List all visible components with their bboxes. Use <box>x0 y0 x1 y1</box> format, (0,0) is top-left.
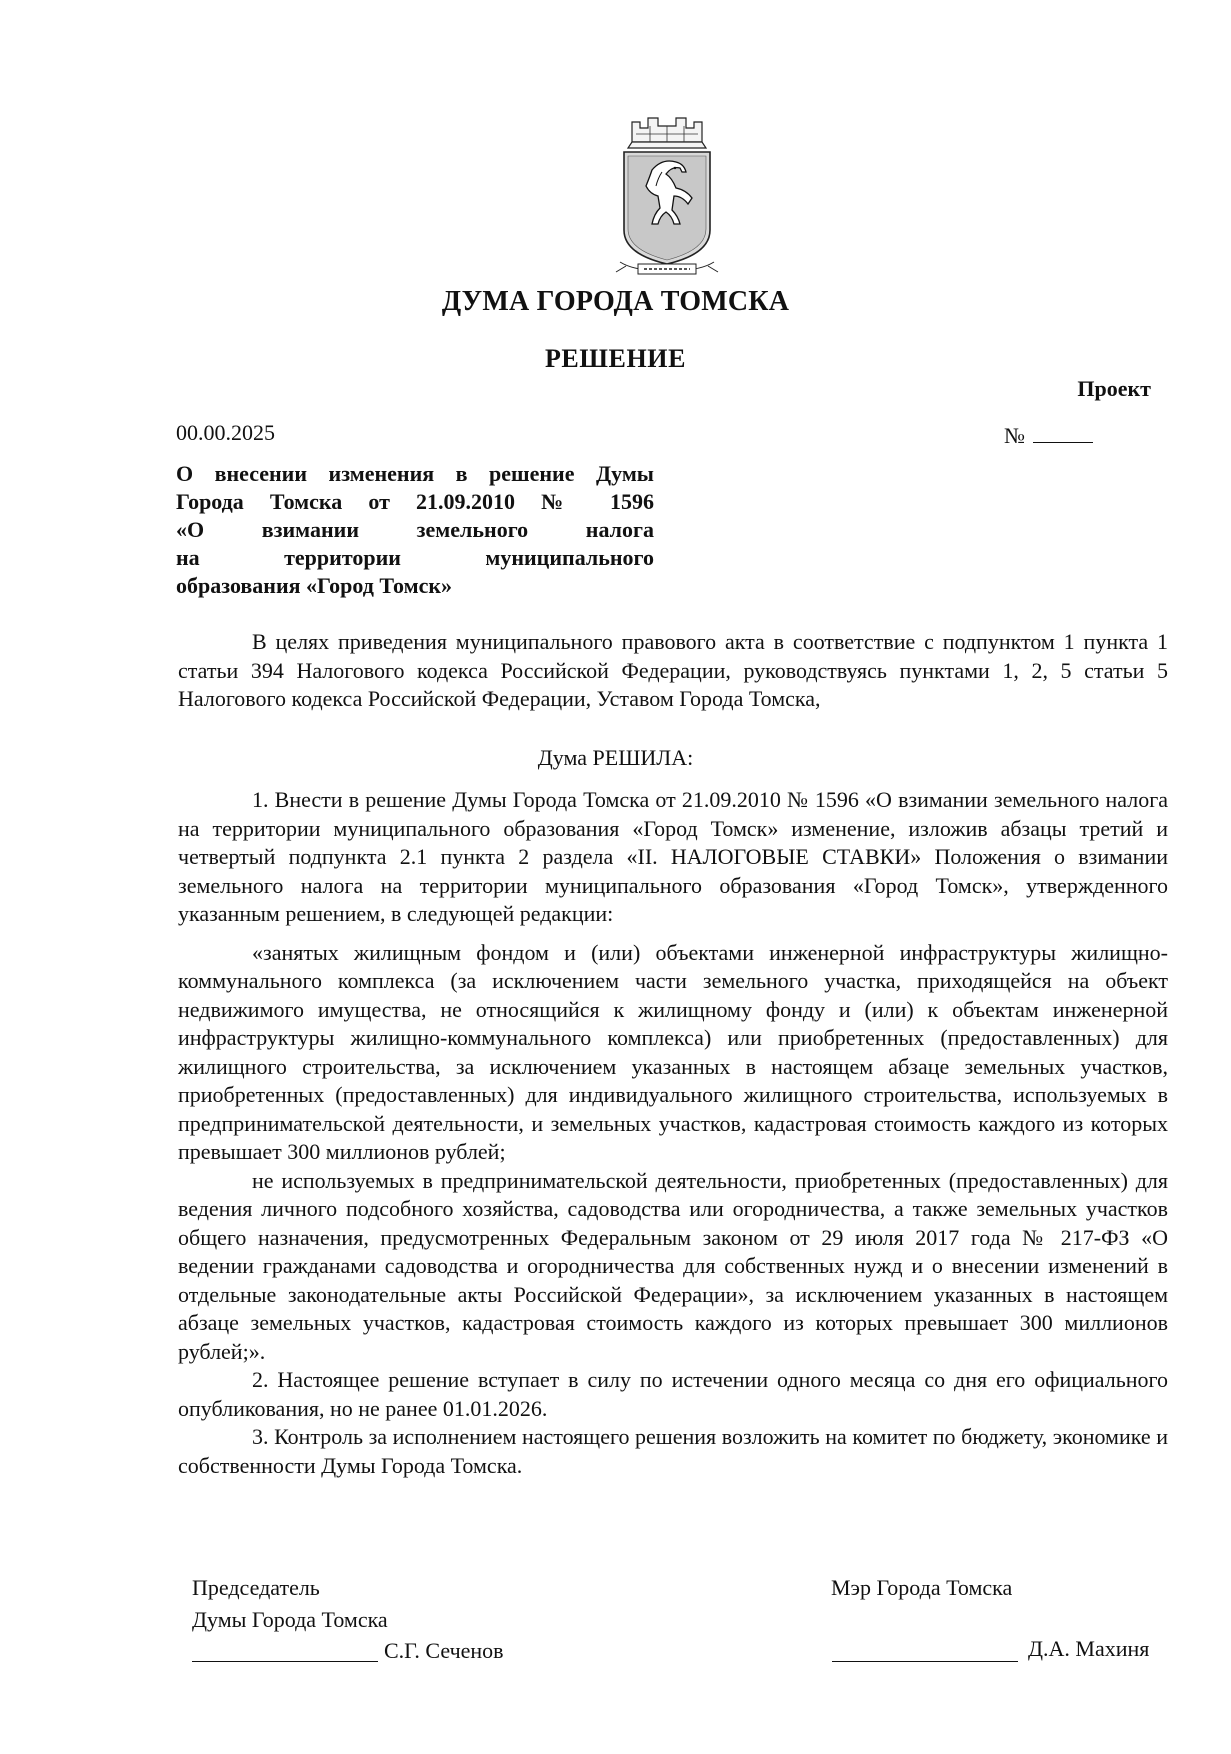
document-date: 00.00.2025 <box>176 420 275 445</box>
preamble <box>178 628 1168 714</box>
resolved-label: Дума РЕШИЛА: <box>537 745 694 770</box>
chairman-title-line-1: Председатель <box>192 1575 320 1600</box>
number-label: № <box>1004 423 1025 448</box>
document-kind: РЕШЕНИЕ <box>544 344 687 373</box>
mayor-signature-block <box>831 1572 1012 1604</box>
council-name: ДУМА ГОРОДА ТОМСКА <box>441 286 790 317</box>
mayor-name: Д.А. Махиня <box>1028 1636 1150 1661</box>
chairman-signature-line <box>192 1660 378 1662</box>
number-blank-line <box>1033 420 1093 443</box>
item-2-paragraph: 2. Настоящее решение вступает в силу по истечении одного месяца со дня его официального опубликования, но не ранее 01.01.2026. <box>178 1367 1168 1421</box>
draft-mark: Проект <box>1077 376 1151 401</box>
document-number <box>1004 420 1093 449</box>
item-1-paragraph: 1. Внести в решение Думы Города Томска от 21.09.2010 № 1596 «О взимании земельного налога на территории муниципального образования «Город Томск» изменение, изложив абзацы третий и четвертый подпункта 2.1 пункта 2 раздела «II. НАЛОГОВЫЕ СТАВКИ» Положения о взимании земельного налога на территории муниципального образования «Город Томск», утвержденного указанным решением, в следующей редакции: <box>178 787 1168 926</box>
chairman-name: С.Г. Сеченов <box>384 1638 504 1663</box>
coat-of-arms-icon <box>606 112 728 280</box>
mayor-signature-line <box>832 1660 1018 1662</box>
chairman-signature-block <box>192 1572 388 1636</box>
quoted-paragraph-2: не используемых в предпринимательской деятельности, приобретенных (предоставленных) для ведения личного подсобного хозяйства, садоводства или огородничества, а также земельных участков общего назначения, предусмотренных Федеральным законом от 29 июля 2017 года № 217-ФЗ «О ведении гражданами садоводства и огородничества для собственных нужд и о внесении изменений в отдельные законодательные акты Российской Федерации», за исключением указанных в настоящем абзаце земельных участков, кадастровая стоимость каждого из которых превышает 300 миллионов рублей;». <box>178 1167 1168 1364</box>
subject-line: О внесении изменения в решение Думы <box>176 461 654 486</box>
mayor-title: Мэр Города Томска <box>831 1575 1013 1600</box>
resolution-items <box>178 786 1168 1480</box>
quoted-paragraph-1: «занятых жилищным фондом и (или) объектами инженерной инфраструктуры жилищно-коммунального комплекса (за исключением части земельного участка, приходящейся на объект недвижимого имущества, не относящийся к жилищному фонду и (или) к объектам инженерной инфраструктуры жилищно-коммунального комплекса) или приобретенных (предоставленных) для жилищного строительства, за исключением указанных в настоящем абзаце земельных участков, приобретенных (предоставленных) для индивидуального жилищного строительства, используемых в предпринимательской деятельности, и земельных участков, кадастровая стоимость каждого из которых превышает 300 миллионов рублей; <box>178 939 1168 1164</box>
preamble-paragraph: В целях приведения муниципального правового акта в соответствие с подпунктом 1 пункта 1 статьи 394 Налогового кодекса Российской Федерации, руководствуясь пунктами 1, 2, 5 статьи 5 Налогового кодекса Российской Федерации, Уставом Города Томска, <box>178 629 1168 711</box>
item-3-paragraph: 3. Контроль за исполнением настоящего решения возложить на комитет по бюджету, экономике и собственности Думы Города Томска. <box>178 1424 1168 1478</box>
chairman-title-line-2: Думы Города Томска <box>192 1607 388 1632</box>
document-subject <box>176 460 654 600</box>
subject-line: образования «Город Томск» <box>176 573 453 598</box>
subject-line: «О взимании земельного налога <box>176 517 654 542</box>
subject-line: Города Томска от 21.09.2010 № 1596 <box>176 489 654 514</box>
subject-line: на территории муниципального <box>176 545 654 570</box>
